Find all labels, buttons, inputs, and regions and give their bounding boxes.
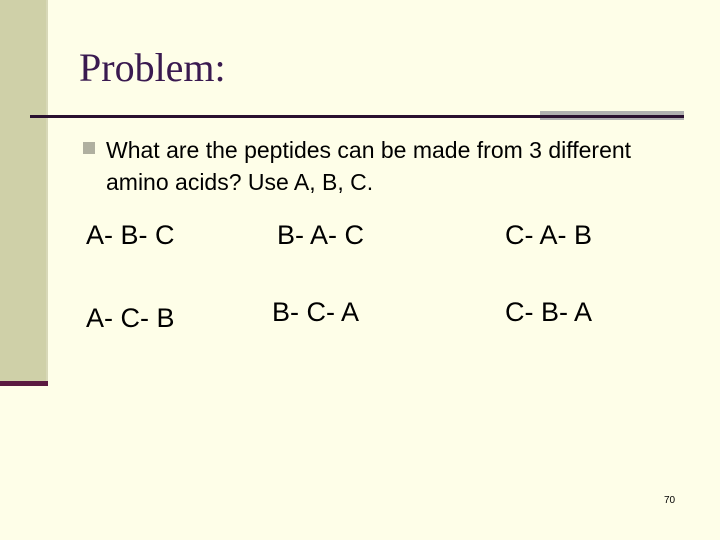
- page-number: 70: [664, 495, 676, 506]
- peptide-item: C- A- B: [505, 220, 593, 250]
- title-rule: [30, 115, 684, 118]
- question-text: What are the peptides can be made from 3 different amino acids? Use A, B, C.: [106, 137, 632, 195]
- decorative-left-band: [0, 0, 46, 385]
- peptide-item: A- B- C: [86, 220, 175, 250]
- peptide-item: B- A- C: [277, 220, 365, 250]
- decorative-left-band-edge: [46, 0, 48, 386]
- peptide-item: A- C- B: [86, 303, 175, 333]
- slide-title: Problem:: [79, 45, 226, 90]
- decorative-left-band-foot: [0, 381, 48, 386]
- peptide-item: B- C- A: [272, 297, 360, 327]
- bullet-square-icon: [83, 142, 95, 154]
- peptide-item: C- B- A: [505, 297, 593, 327]
